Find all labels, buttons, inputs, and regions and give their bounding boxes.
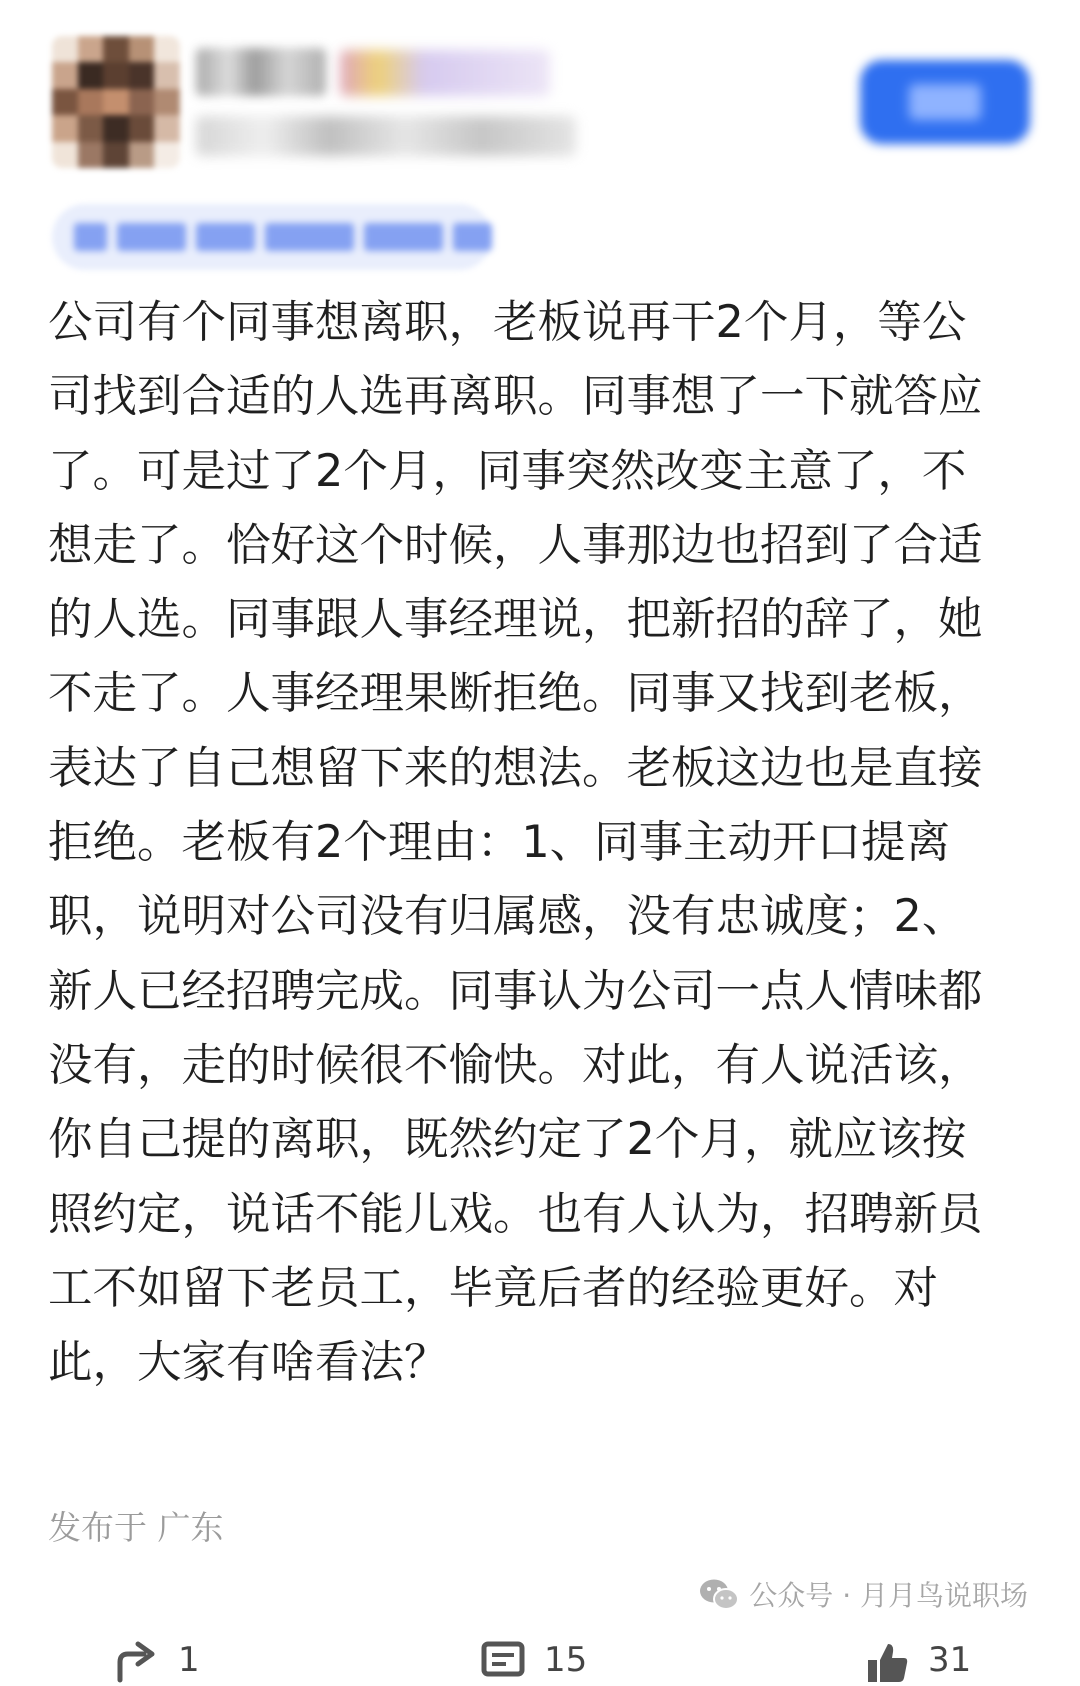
watermark-text: 公众号 · 月月鸟说职场 bbox=[749, 1579, 1028, 1612]
follow-button[interactable] bbox=[860, 60, 1030, 144]
comment-count: 15 bbox=[544, 1640, 588, 1680]
post-body: 公司有个同事想离职，老板说再干2个月，等公司找到合适的人选再离职。同事想了一下就答应了。可是过了2个月，同事突然改变主意了，不想走了。恰好这个时候，人事那边也招到了合适的人选。同事跟人事经理说，把新招的辞了，她不走了。人事经理果断拒绝。同事又找到老板，表达了自己想留下来的想法。老板这边也是直接拒绝。老板有2个理由：1、同事主动开口提离职，说明对公司没有归属感，没有忠诚度；2、新人已经招聘完成。同事认为公司一点人情味都没有，走的时候很不愉快。对此，有人说活该，你自己提的离职，既然约定了2个月，就应该按照约定，说话不能儿戏。也有人认为，招聘新员工不如留下老员工，毕竟后者的经验更好。对此，大家有啥看法？ bbox=[48, 297, 983, 1389]
post-meta-blurred bbox=[196, 116, 576, 156]
comment-icon bbox=[480, 1640, 526, 1686]
wechat-icon bbox=[699, 1577, 739, 1611]
share-icon bbox=[114, 1640, 160, 1686]
post-location: 发布于 广东 bbox=[48, 1508, 224, 1547]
like-count: 31 bbox=[928, 1640, 972, 1680]
share-count: 1 bbox=[178, 1640, 200, 1680]
watermark bbox=[699, 1574, 1028, 1614]
comment-button[interactable] bbox=[480, 1640, 587, 1686]
topic-tag-blurred[interactable] bbox=[52, 204, 492, 270]
thumbs-up-icon bbox=[864, 1640, 910, 1686]
avatar[interactable] bbox=[52, 36, 180, 168]
username-blurred[interactable] bbox=[196, 48, 326, 96]
like-button[interactable] bbox=[864, 1640, 971, 1686]
share-button[interactable] bbox=[114, 1640, 200, 1686]
follow-button-label-blurred bbox=[909, 84, 981, 120]
user-badge-blurred bbox=[340, 50, 550, 96]
